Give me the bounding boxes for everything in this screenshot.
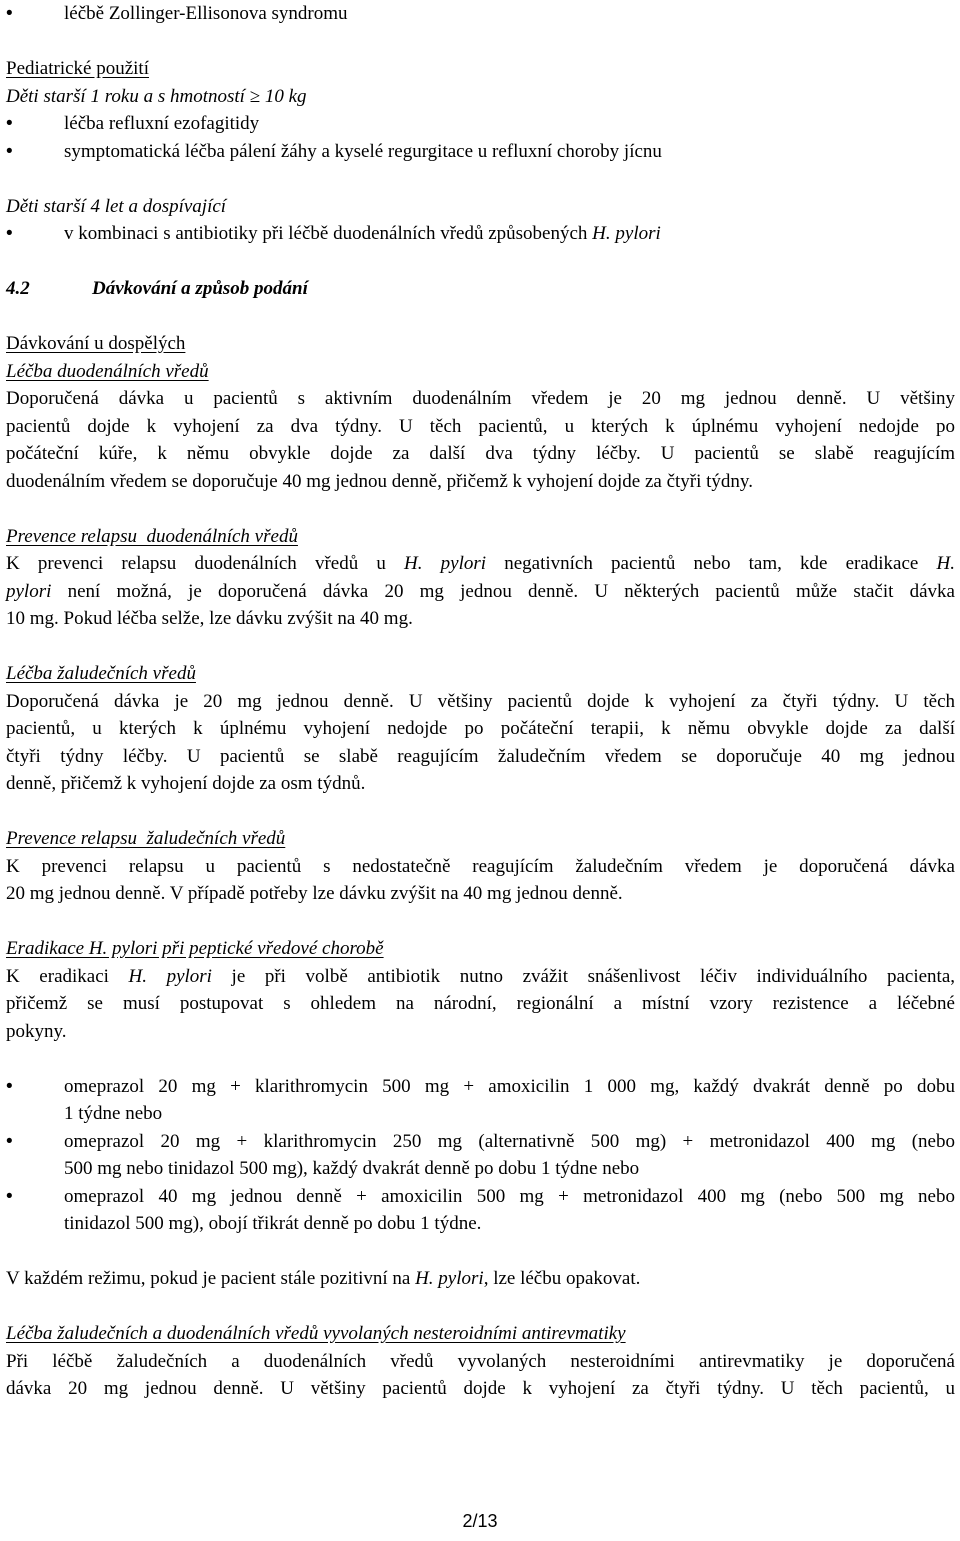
- text-run: je při volbě antibiotik nutno zvážit snášenlivost léčiv individuálního pacienta,: [211, 965, 956, 987]
- paragraph-line: Doporučená dávka u pacientů s aktivním duodenálním vředem je 20 mg jednou denně. U většiny: [6, 388, 955, 409]
- paragraph-line: K prevenci relapsu u pacientů s nedostatečně reagujícím žaludečním vředem je doporučená dávka: [6, 855, 955, 877]
- bullet-item: [6, 110, 955, 138]
- paragraph-line: pokyny.: [6, 1020, 67, 1042]
- subsection-heading: Prevence relapsu žaludečních vředů: [6, 828, 286, 849]
- subsection-heading: Léčba žaludečních a duodenálních vředů vyvolaných nesteroidními antirevmatiky: [6, 1323, 626, 1344]
- section-number: 4.2: [6, 278, 30, 299]
- bullet-item: [6, 0, 955, 28]
- text-run: V každém režimu, pokud je pacient stále pozitivní na: [6, 1268, 416, 1289]
- paragraph-line: dávka 20 mg jednou denně. U většiny pacientů dojde k vyhojení za čtyři týdny. U těch pacientů, u: [6, 1378, 955, 1399]
- regimen-bullet: [6, 1073, 955, 1128]
- regimen-bullet: [6, 1128, 955, 1183]
- italic-term: H. pylori: [592, 223, 661, 244]
- text-run: není možná, je doporučená dávka 20 mg jednou denně. U některých pacientů může stačit dávka: [51, 580, 955, 602]
- subsection-heading: Eradikace H. pylori při peptické vředové chorobě: [6, 938, 384, 959]
- italic-term: H.: [936, 553, 955, 574]
- bullet-text: symptomatická léčba pálení žáhy a kyselé regurgitace u refluxní choroby jícnu: [64, 140, 662, 162]
- paragraph-line: duodenálním vředem se doporučuje 40 mg jednou denně, přičemž k vyhojení dojde za čtyři týdny.: [6, 470, 753, 492]
- italic-term: H. pylori: [415, 1268, 484, 1289]
- regimen-line: • omeprazol 20 mg + klarithromycin 250 mg (alternativně 500 mg) + metronidazol 400 mg (nebo: [64, 1130, 955, 1152]
- page-number: 2/13: [462, 1511, 498, 1531]
- paragraph-line: pacientů dojde k vyhojení za dva týdny. U těch pacientů, u kterých k úplnému vyhojení nedojde po: [6, 415, 955, 437]
- paragraph-line: pacientů, u kterých k úplnému vyhojení nedojde po počáteční terapii, k němu obvykle dojde za další: [6, 718, 955, 739]
- paragraph-line: [6, 550, 955, 578]
- bullet-item: [6, 138, 955, 166]
- regimen-line: tinidazol 500 mg), obojí třikrát denně po dobu 1 týdne.: [64, 1213, 482, 1234]
- bullet-item: [6, 220, 955, 248]
- text-run: , lze léčbu opakovat.: [483, 1268, 641, 1289]
- text-run: negativních pacientů nebo tam, kde eradikace: [486, 553, 937, 574]
- paragraph-line: 20 mg jednou denně. V případě potřeby lze dávku zvýšit na 40 mg jednou denně.: [6, 883, 623, 904]
- section-title: Dávkování a způsob podání: [92, 278, 308, 299]
- pediatric-subheading-1: Děti starší 1 roku a s hmotností ≥ 10 kg: [6, 85, 307, 107]
- pediatric-heading: Pediatrické použití: [6, 58, 149, 79]
- regimen-bullet: [6, 1183, 955, 1238]
- paragraph-line: 10 mg. Pokud léčba selže, lze dávku zvýšit na 40 mg.: [6, 608, 413, 629]
- subsection-heading: Léčba duodenálních vředů: [6, 360, 209, 382]
- adult-dosing-heading: Dávkování u dospělých: [6, 333, 186, 354]
- paragraph-line: počáteční kúře, k němu obvykle dojde za další dva týdny léčby. U pacientů se slabě reagujícím: [6, 443, 955, 464]
- italic-term: H. pylori: [128, 965, 212, 987]
- regimen-line: • omeprazol 20 mg + klarithromycin 500 mg + amoxicilin 1 000 mg, každý dvakrát denně po dobu: [64, 1075, 955, 1097]
- italic-term: H. pylori: [404, 553, 487, 574]
- bullet-text: léčba refluxní ezofagitidy: [64, 113, 260, 134]
- regimen-line: 500 mg nebo tinidazol 500 mg), každý dvakrát denně po dobu 1 týdne nebo: [64, 1158, 640, 1179]
- bullet-text: v kombinaci s antibiotiky při léčbě duodenálních vředů způsobených: [64, 223, 593, 244]
- bullet-text: léčbě Zollinger-Ellisonova syndromu: [64, 3, 348, 24]
- paragraph-line: Doporučená dávka je 20 mg jednou denně. U většiny pacientů dojde k vyhojení za čtyři týdny. U těch: [6, 690, 955, 712]
- paragraph-line: [6, 963, 955, 991]
- text-run: K prevenci relapsu duodenálních vředů u: [6, 553, 405, 574]
- pediatric-subheading-2: Děti starší 4 let a dospívající: [6, 195, 227, 217]
- subsection-heading: Prevence relapsu duodenálních vředů: [6, 525, 298, 547]
- regimen-line: 1 týdne nebo: [64, 1103, 163, 1124]
- text-run: K eradikaci: [6, 965, 129, 987]
- paragraph-line: denně, přičemž k vyhojení dojde za osm týdnů.: [6, 773, 366, 794]
- paragraph-line: čtyři týdny léčby. U pacientů se slabě reagujícím žaludečním vředem se doporučuje 40 mg jednou: [6, 745, 955, 767]
- paragraph-line: [6, 1265, 955, 1293]
- italic-term: pylori: [6, 580, 52, 602]
- section-heading: [6, 275, 955, 303]
- paragraph-line: Při léčbě žaludečních a duodenálních vředů vyvolaných nesteroidními antirevmatiky je doporučená: [6, 1350, 955, 1372]
- paragraph-line: přičemž se musí postupovat s ohledem na národní, regionální a místní vzory rezistence a léčebné: [6, 993, 955, 1014]
- paragraph-line: [6, 578, 955, 606]
- subsection-heading: Léčba žaludečních vředů: [6, 663, 196, 684]
- regimen-line: • omeprazol 40 mg jednou denně + amoxicilin 500 mg + metronidazol 400 mg (nebo 500 mg nebo: [64, 1185, 955, 1207]
